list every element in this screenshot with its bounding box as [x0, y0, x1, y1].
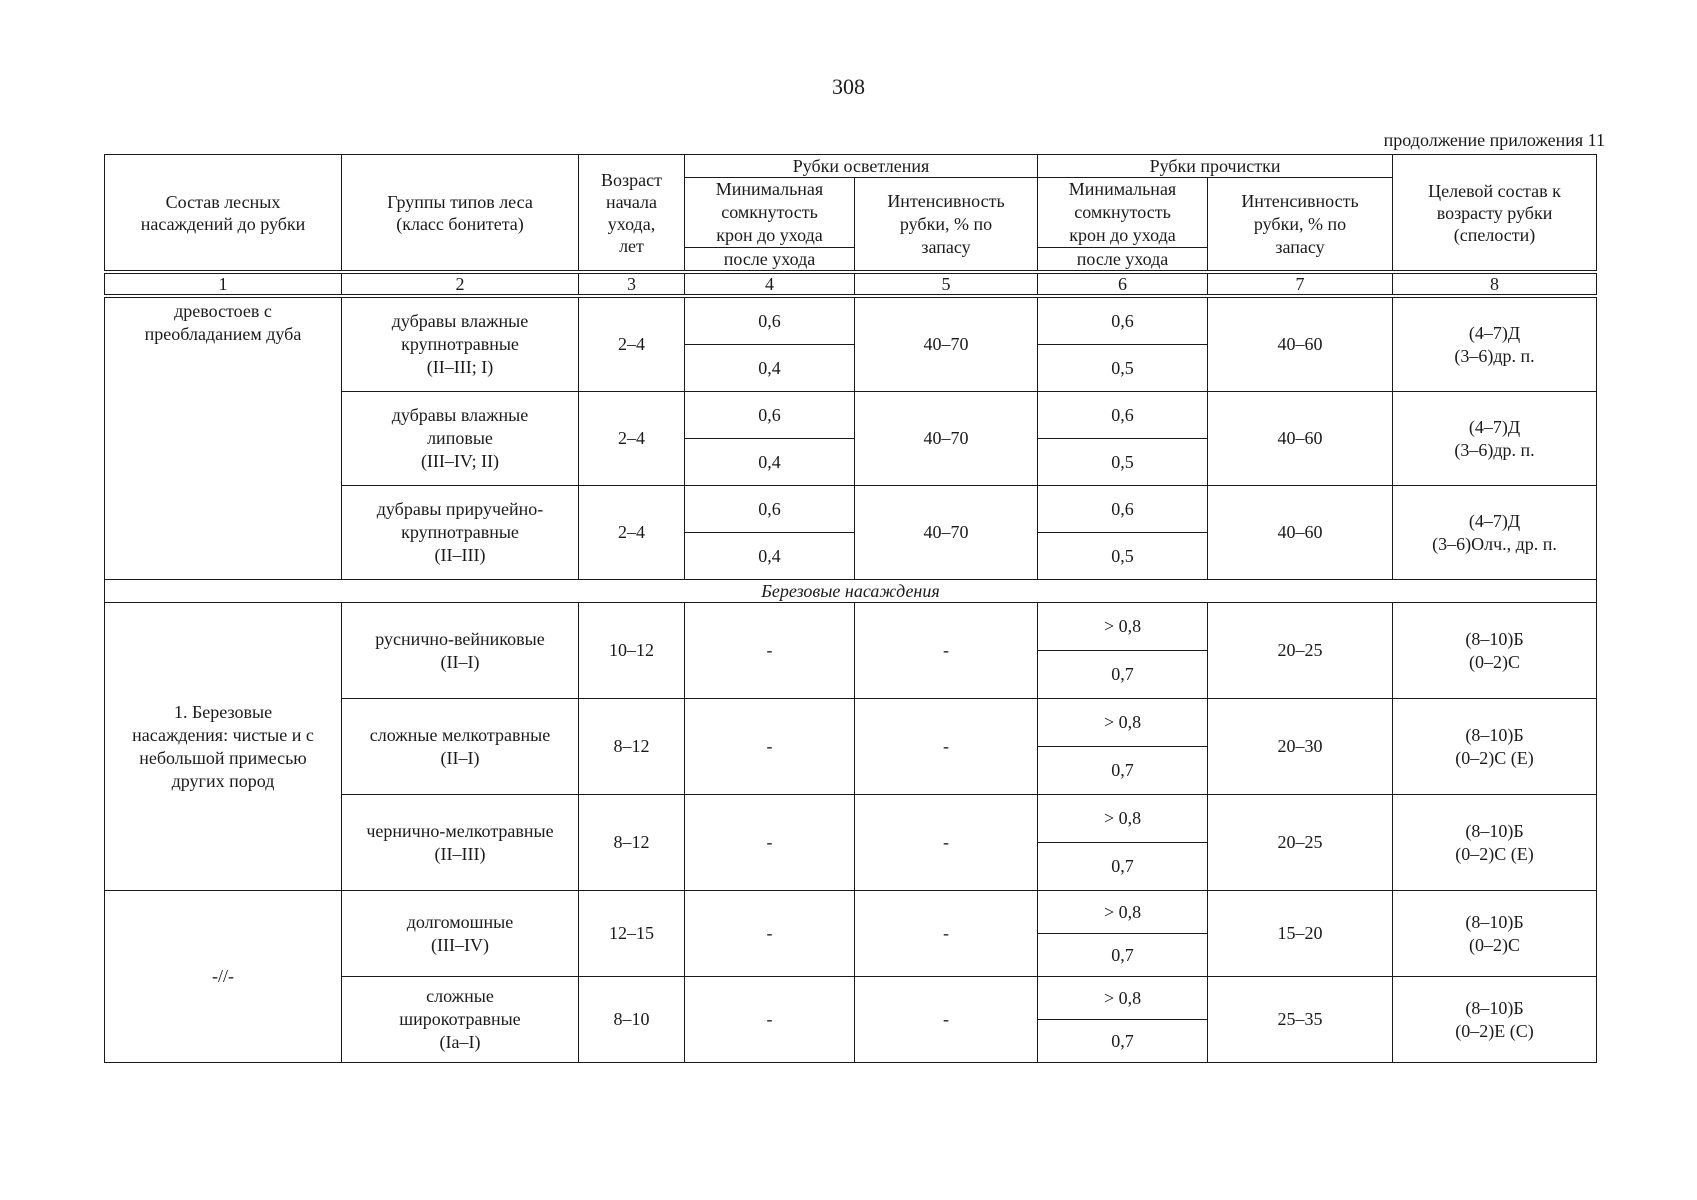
- header-pro-min-closure: Минимальная сомкнутость крон до ухода: [1038, 178, 1208, 248]
- osv-closure: -: [685, 603, 855, 699]
- osv-intensity: -: [855, 977, 1038, 1063]
- start-age: 12–15: [579, 891, 685, 977]
- pro-before: 0,6: [1038, 296, 1208, 345]
- forest-group: руснично-вейниковые (II–I): [342, 603, 579, 699]
- target-composition: (4–7)Д (3–6)др. п.: [1393, 392, 1597, 486]
- forest-group: сложные широкотравные (Ia–I): [342, 977, 579, 1063]
- header-pro-intensity: Интенсивность рубки, % по запасу: [1208, 178, 1393, 273]
- osv-intensity: -: [855, 699, 1038, 795]
- column-number: 2: [342, 272, 579, 296]
- header-row-1: [105, 155, 1597, 178]
- column-number: 6: [1038, 272, 1208, 296]
- pro-intensity: 20–25: [1208, 603, 1393, 699]
- pro-intensity: 40–60: [1208, 392, 1393, 486]
- birch-composition-ditto: -//-: [105, 891, 342, 1063]
- section-row: [105, 580, 1597, 603]
- osv-closure: -: [685, 795, 855, 891]
- osv-closure: -: [685, 699, 855, 795]
- target-composition: (8–10)Б (0–2)С: [1393, 891, 1597, 977]
- pro-after: 0,7: [1038, 1020, 1208, 1063]
- osv-intensity: 40–70: [855, 296, 1038, 392]
- pro-before: > 0,8: [1038, 603, 1208, 651]
- pro-after: 0,7: [1038, 747, 1208, 795]
- page-number: 308: [832, 74, 865, 99]
- pro-after: 0,7: [1038, 843, 1208, 891]
- header-osv-min-closure: Минимальная сомкнутость крон до ухода: [685, 178, 855, 248]
- osv-before: 0,6: [685, 486, 855, 533]
- start-age: 8–12: [579, 699, 685, 795]
- table-row: [105, 296, 1597, 345]
- pro-before: > 0,8: [1038, 699, 1208, 747]
- pro-intensity: 40–60: [1208, 486, 1393, 580]
- target-composition: (8–10)Б (0–2)С (Е): [1393, 795, 1597, 891]
- header-pro-after: после ухода: [1038, 248, 1208, 273]
- header-pro-group: Рубки прочистки: [1038, 155, 1393, 178]
- forest-group: сложные мелкотравные (II–I): [342, 699, 579, 795]
- osv-closure: -: [685, 977, 855, 1063]
- osv-intensity: 40–70: [855, 392, 1038, 486]
- target-composition: (8–10)Б (0–2)С: [1393, 603, 1597, 699]
- forest-group: дубравы приручейно- крупнотравные (II–III): [342, 486, 579, 580]
- pro-intensity: 40–60: [1208, 296, 1393, 392]
- osv-after: 0,4: [685, 533, 855, 580]
- pro-intensity: 15–20: [1208, 891, 1393, 977]
- target-composition: (8–10)Б (0–2)Е (С): [1393, 977, 1597, 1063]
- pro-before: 0,6: [1038, 392, 1208, 439]
- start-age: 2–4: [579, 392, 685, 486]
- pro-intensity: 20–25: [1208, 795, 1393, 891]
- pro-after: 0,5: [1038, 439, 1208, 486]
- start-age: 2–4: [579, 486, 685, 580]
- target-composition: (4–7)Д (3–6)др. п.: [1393, 296, 1597, 392]
- column-number: 3: [579, 272, 685, 296]
- osv-closure: -: [685, 891, 855, 977]
- header-osv-after: после ухода: [685, 248, 855, 273]
- forest-group: дубравы влажные липовые (III–IV; II): [342, 392, 579, 486]
- osv-intensity: -: [855, 795, 1038, 891]
- pro-after: 0,7: [1038, 934, 1208, 977]
- pro-before: > 0,8: [1038, 795, 1208, 843]
- pro-before: > 0,8: [1038, 977, 1208, 1020]
- birch-composition: 1. Березовые насаждения: чистые и с небольшой примесью других пород: [105, 603, 342, 891]
- forest-group: долгомошные (III–IV): [342, 891, 579, 977]
- target-composition: (4–7)Д (3–6)Олч., др. п.: [1393, 486, 1597, 580]
- oak-composition: древостоев с преобладанием дуба: [105, 296, 342, 580]
- forest-care-table: [104, 154, 1597, 1063]
- osv-intensity: 40–70: [855, 486, 1038, 580]
- continuation-note: продолжение приложения 11: [1383, 130, 1605, 150]
- header-target: Целевой состав к возрасту рубки (спелости): [1393, 155, 1597, 273]
- pro-after: 0,7: [1038, 651, 1208, 699]
- pro-intensity: 25–35: [1208, 977, 1393, 1063]
- pro-before: > 0,8: [1038, 891, 1208, 934]
- header-osv-group: Рубки осветления: [685, 155, 1038, 178]
- pro-before: 0,6: [1038, 486, 1208, 533]
- header-osv-intensity: Интенсивность рубки, % по запасу: [855, 178, 1038, 273]
- osv-before: 0,6: [685, 392, 855, 439]
- section-title-birch: Березовые насаждения: [105, 580, 1597, 603]
- start-age: 8–10: [579, 977, 685, 1063]
- pro-intensity: 20–30: [1208, 699, 1393, 795]
- column-number: 4: [685, 272, 855, 296]
- column-number: 1: [105, 272, 342, 296]
- column-number: 7: [1208, 272, 1393, 296]
- column-number: 5: [855, 272, 1038, 296]
- start-age: 10–12: [579, 603, 685, 699]
- start-age: 2–4: [579, 296, 685, 392]
- forest-group: дубравы влажные крупнотравные (II–III; I): [342, 296, 579, 392]
- pro-after: 0,5: [1038, 345, 1208, 392]
- osv-after: 0,4: [685, 345, 855, 392]
- table-row: [105, 603, 1597, 651]
- column-number: 8: [1393, 272, 1597, 296]
- osv-intensity: -: [855, 891, 1038, 977]
- pro-after: 0,5: [1038, 533, 1208, 580]
- forest-group: чернично-мелкотравные (II–III): [342, 795, 579, 891]
- header-start-age: Возраст начала ухода, лет: [579, 155, 685, 273]
- table-row: [105, 891, 1597, 934]
- osv-after: 0,4: [685, 439, 855, 486]
- osv-before: 0,6: [685, 296, 855, 345]
- start-age: 8–12: [579, 795, 685, 891]
- target-composition: (8–10)Б (0–2)С (Е): [1393, 699, 1597, 795]
- osv-intensity: -: [855, 603, 1038, 699]
- column-number-row: [105, 272, 1597, 296]
- header-composition: Состав лесных насаждений до рубки: [105, 155, 342, 273]
- header-forest-groups: Группы типов леса (класс бонитета): [342, 155, 579, 273]
